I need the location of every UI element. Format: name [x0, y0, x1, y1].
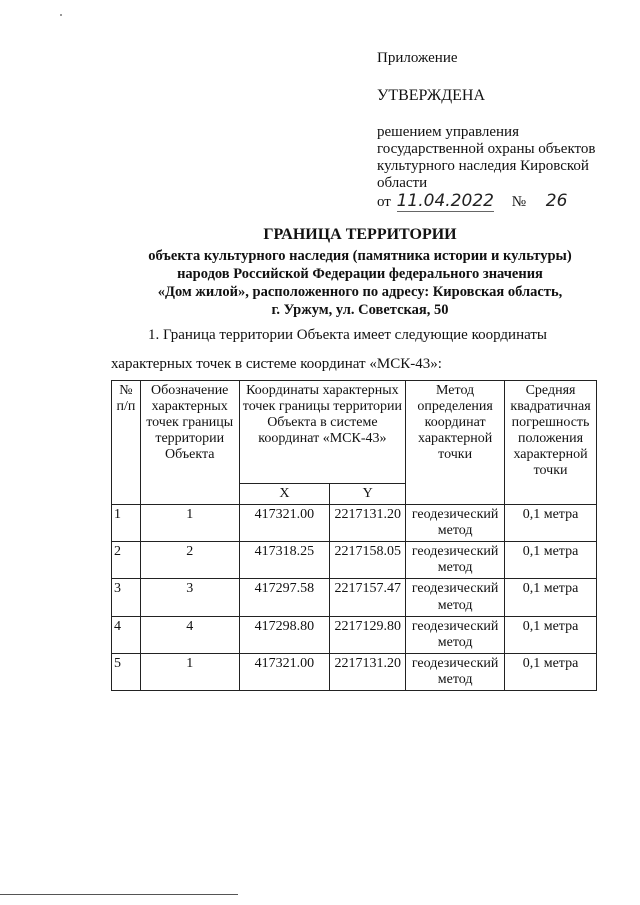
decision-date-line — [377, 191, 567, 211]
cell-error: 0,1 метра — [505, 616, 597, 653]
cell-x: 417297.58 — [239, 579, 330, 616]
cell-number: 1 — [112, 505, 141, 542]
decision-line: государственной охраны объектов — [377, 141, 596, 157]
cell-error: 0,1 метра — [505, 542, 597, 579]
decision-line: области — [377, 175, 428, 191]
subtitle-line: г. Уржум, ул. Советская, 50 — [271, 302, 449, 318]
cell-method: геодезический метод — [406, 616, 505, 653]
cell-method: геодезический метод — [406, 579, 505, 616]
cell-number: 3 — [112, 579, 141, 616]
cell-error: 0,1 метра — [505, 653, 597, 690]
cell-point: 1 — [140, 653, 239, 690]
approved-label: УТВЕРЖДЕНА — [377, 87, 486, 104]
cell-y: 2217158.05 — [330, 542, 406, 579]
footer-divider — [0, 894, 238, 895]
cell-x: 417318.25 — [239, 542, 330, 579]
cell-x: 417321.00 — [239, 505, 330, 542]
cell-method: геодезический метод — [406, 542, 505, 579]
cell-point: 2 — [140, 542, 239, 579]
header-number: № п/п — [112, 381, 141, 505]
table-row — [112, 505, 597, 542]
cell-method: геодезический метод — [406, 505, 505, 542]
table-row — [112, 542, 597, 579]
decision-text — [377, 124, 596, 192]
header-coordinates: Координаты характерных точек границы территории Объекта в системе координат «МСК-43» — [239, 381, 406, 484]
header-error: Средняя квадратичная погрешность положения характерной точки — [505, 381, 597, 505]
header-designation: Обозначение характерных точек границы территории Объекта — [140, 381, 239, 505]
table-header-row — [112, 381, 597, 484]
appendix-label: Приложение — [377, 50, 458, 66]
decision-line: культурного наследия Кировской — [377, 158, 589, 174]
cell-error: 0,1 метра — [505, 579, 597, 616]
coordinates-table — [111, 380, 597, 691]
cell-y: 2217129.80 — [330, 616, 406, 653]
cell-point: 4 — [140, 616, 239, 653]
table-row — [112, 653, 597, 690]
cell-x: 417298.80 — [239, 616, 330, 653]
scan-speck — [60, 14, 62, 16]
document-subtitle — [0, 247, 640, 319]
handwritten-number: 26 — [545, 191, 568, 211]
date-prefix: от — [377, 194, 391, 210]
cell-error: 0,1 метра — [505, 505, 597, 542]
table-row — [112, 616, 597, 653]
cell-method: геодезический метод — [406, 653, 505, 690]
cell-point: 1 — [140, 505, 239, 542]
paragraph-line: 1. Граница территории Объекта имеет следующие координаты — [148, 327, 548, 343]
cell-y: 2217131.20 — [330, 653, 406, 690]
cell-number: 5 — [112, 653, 141, 690]
cell-point: 3 — [140, 579, 239, 616]
document-title: ГРАНИЦА ТЕРРИТОРИИ — [263, 226, 457, 243]
cell-number: 4 — [112, 616, 141, 653]
subtitle-line: народов Российской Федерации федерального значения — [177, 266, 543, 282]
header-x: X — [239, 484, 330, 505]
cell-x: 417321.00 — [239, 653, 330, 690]
header-y: Y — [330, 484, 406, 505]
cell-number: 2 — [112, 542, 141, 579]
header-method: Метод определения координат характерной точки — [406, 381, 505, 505]
handwritten-date: 11.04.2022 — [396, 191, 494, 211]
cell-y: 2217131.20 — [330, 505, 406, 542]
table-row — [112, 579, 597, 616]
cell-y: 2217157.47 — [330, 579, 406, 616]
paragraph-line: характерных точек в системе координат «МСК-43»: — [111, 356, 442, 372]
subtitle-line: объекта культурного наследия (памятника истории и культуры) — [148, 248, 572, 264]
subtitle-line: «Дом жилой», расположенного по адресу: Кировская область, — [157, 284, 563, 300]
decision-line: решением управления — [377, 124, 519, 140]
number-sign: № — [511, 194, 527, 210]
